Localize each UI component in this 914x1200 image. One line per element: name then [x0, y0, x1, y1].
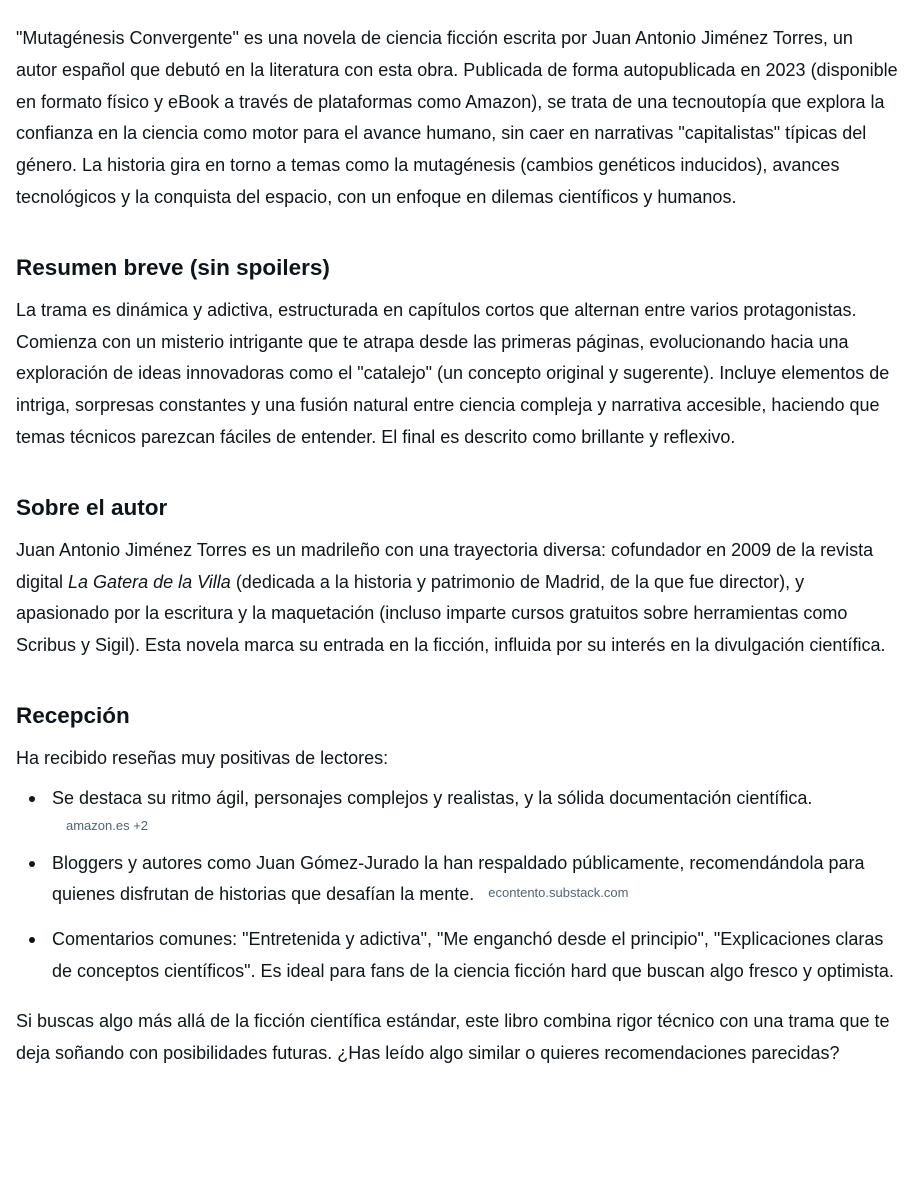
closing-paragraph: Si buscas algo más allá de la ficción científica estándar, este libro combina rigor técnico con una trama que te deja soñando con posibilidades futuras. ¿Has leído algo similar o quieres recomendaciones parecidas?: [16, 1010, 890, 1063]
magazine-title: La Gatera de la Villa: [68, 571, 231, 592]
resumen-heading: Resumen breve (sin spoilers): [16, 254, 330, 280]
list-item: [52, 848, 898, 912]
intro-paragraph: "Mutagénesis Convergente" es una novela de ciencia ficción escrita por Juan Antonio Jiménez Torres, un autor español que debutó en la literatura con esta obra. Publicada de forma autopublicada en 2023 (disponible en formato físico y eBook a través de plataformas como Amazon), se trata de una tecnoutopía que explora la confianza en la ciencia como motor para el avance humano, sin caer en narrativas "capitalistas" típicas del género. La historia gira en torno a temas como la mutagénesis (cambios genéticos inducidos), avances tecnológicos y la conquista del espacio, con un enfoque en dilemas científicos y humanos.: [16, 28, 898, 207]
section-autor: [16, 493, 898, 662]
source-citation-link[interactable]: econtento.substack.com: [488, 885, 629, 901]
resumen-paragraph: La trama es dinámica y adictiva, estructurada en capítulos cortos que alternan entre varios protagonistas. Comienza con un misterio intrigante que te atrapa desde las primeras páginas, evolucionando hacia una exploración de ideas innovadoras como el "catalejo" (un concepto original y sugerente). Incluye elementos de intriga, sorpresas constantes y una fusión natural entre ciencia compleja y narrativa accesible, haciendo que temas técnicos parezcan fáciles de entender. El final es descrito como brillante y reflexivo.: [16, 299, 890, 447]
list-item: [52, 924, 898, 988]
source-citation-link[interactable]: amazon.es +2: [66, 817, 149, 833]
recepcion-intro: Ha recibido reseñas muy positivas de lectores:: [16, 747, 389, 768]
list-item-text: Comentarios comunes: "Entretenida y adictiva", "Me enganchó desde el principio", "Explicaciones claras de conceptos científicos". Es ideal para fans de la ciencia ficción hard que buscan algo fresco y optimista.: [52, 929, 894, 981]
section-recepcion: [16, 701, 898, 988]
recepcion-heading: Recepción: [16, 702, 130, 728]
autor-paragraph: [16, 535, 898, 662]
bullet-icon: [29, 861, 35, 867]
recepcion-list: [16, 783, 898, 988]
list-item-text: Se destaca su ritmo ágil, personajes complejos y realistas, y la sólida documentación científica.: [52, 787, 813, 808]
bullet-icon: [29, 796, 35, 802]
bullet-icon: [29, 937, 35, 943]
autor-heading: Sobre el autor: [16, 494, 168, 520]
autor-text-after: (dedicada a la historia y patrimonio de Madrid, de la que fue director), y apasionado por la escritura y la maquetación (incluso imparte cursos gratuitos sobre herramientas como Scribus y Sigil). Esta novela marca su entrada en la ficción, influida por su interés en la divulgación científica.: [16, 571, 886, 656]
section-resumen: [16, 253, 898, 454]
list-item: [52, 783, 898, 835]
autor-text-before: Juan Antonio Jiménez Torres es un madrileño con una trayectoria diversa: cofundador en 2009 de la revista digital: [16, 539, 874, 592]
list-item-text: Bloggers y autores como Juan Gómez-Jurado la han respaldado públicamente, recomendándola para quienes disfrutan de historias que desafían la mente.: [52, 852, 865, 905]
